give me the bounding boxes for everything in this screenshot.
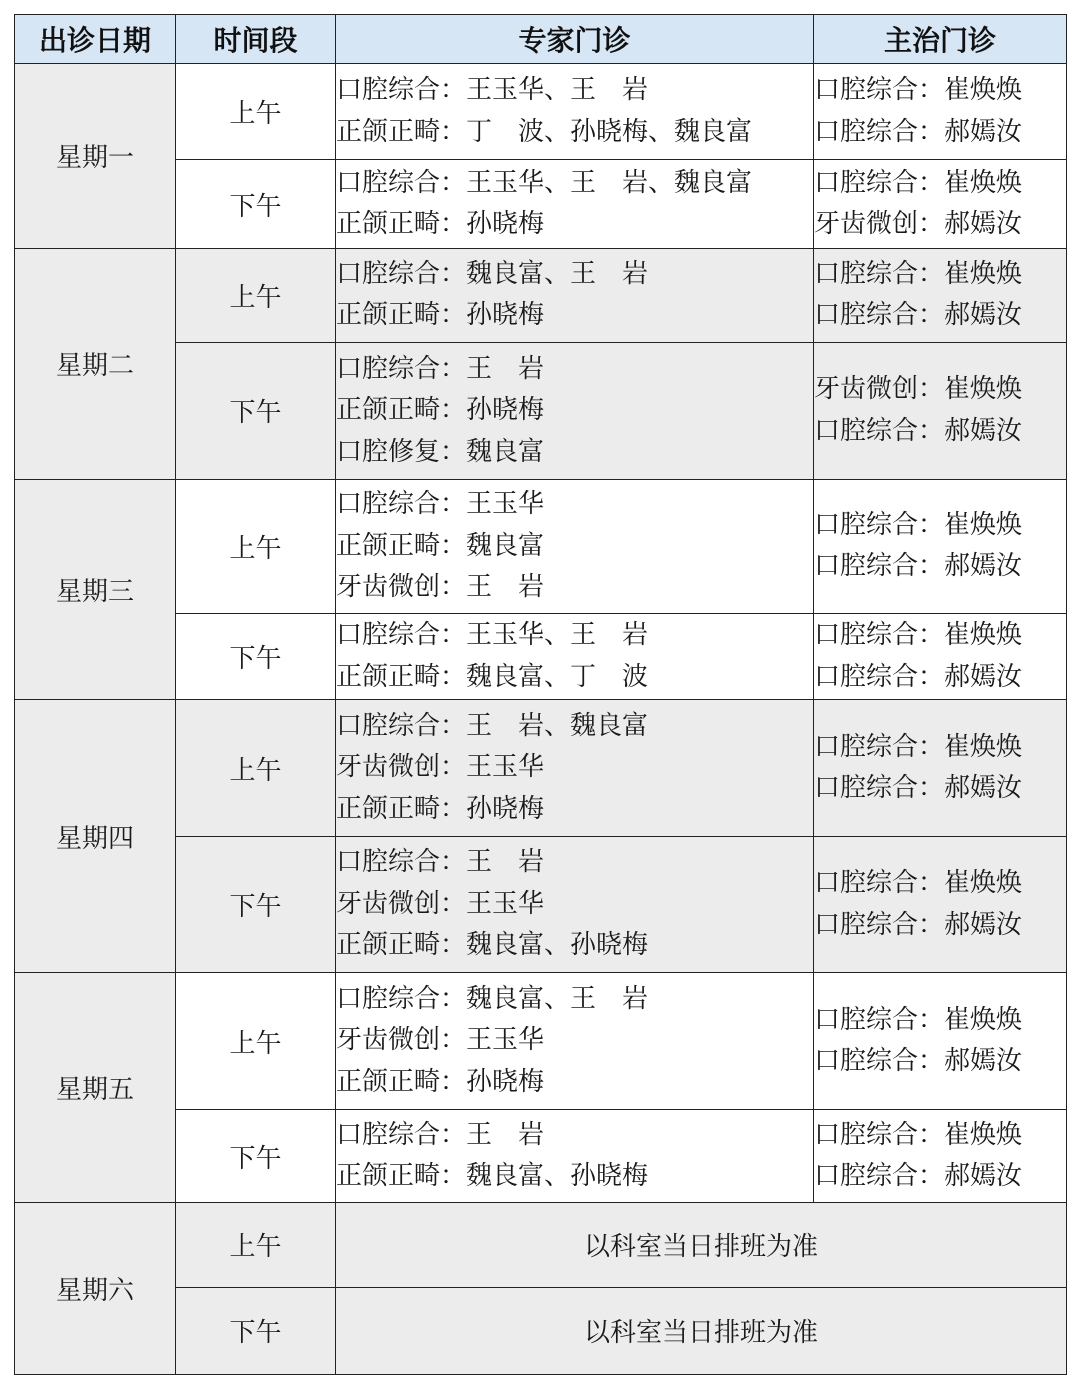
expert-clinic-line: 牙齿微创：王玉华 xyxy=(336,888,545,919)
expert-clinic-cell xyxy=(336,64,814,160)
header-period: 时间段 xyxy=(176,15,336,64)
schedule-note-cell: 以科室当日排班为准 xyxy=(336,1287,1067,1374)
expert-clinic-line: 牙齿微创：王 岩 xyxy=(336,572,545,603)
attending-clinic-line: 口腔综合：崔焕焕 xyxy=(814,868,1023,899)
period-cell: 上午 xyxy=(176,1203,336,1287)
expert-clinic-line: 口腔综合：王玉华、王 岩 xyxy=(336,620,649,651)
expert-clinic-cell xyxy=(336,700,814,837)
expert-clinic-line: 正颌正畸：魏良富、孙晓梅 xyxy=(336,1161,649,1192)
attending-clinic-line: 口腔综合：郝嫣汝 xyxy=(814,1161,1023,1192)
expert-clinic-line: 正颌正畸：魏良富 xyxy=(336,530,545,561)
attending-clinic-cell xyxy=(814,614,1067,700)
expert-clinic-line: 口腔综合：王玉华、王 岩 xyxy=(336,75,649,106)
day-cell: 星期四 xyxy=(15,700,176,973)
schedule-row xyxy=(15,248,1067,342)
expert-clinic-line: 正颌正畸：孙晓梅 xyxy=(336,300,545,331)
attending-clinic-line: 口腔综合：崔焕焕 xyxy=(814,1119,1023,1150)
schedule-row xyxy=(15,1203,1067,1287)
expert-clinic-line: 口腔综合：魏良富、王 岩 xyxy=(336,258,649,289)
attending-clinic-cell xyxy=(814,973,1067,1110)
expert-clinic-line: 牙齿微创：王玉华 xyxy=(336,1025,545,1056)
period-cell: 下午 xyxy=(176,614,336,700)
expert-clinic-line: 口腔修复：魏良富 xyxy=(336,436,545,467)
period-cell: 下午 xyxy=(176,1109,336,1202)
attending-clinic-line: 口腔综合：崔焕焕 xyxy=(814,1004,1023,1035)
period-cell: 下午 xyxy=(176,343,336,480)
expert-clinic-line: 正颌正畸：孙晓梅 xyxy=(336,793,545,824)
attending-clinic-cell xyxy=(814,479,1067,614)
period-cell: 上午 xyxy=(176,64,336,160)
attending-clinic-line: 牙齿微创：郝嫣汝 xyxy=(814,209,1023,240)
attending-clinic-cell xyxy=(814,343,1067,480)
day-cell: 星期一 xyxy=(15,64,176,249)
attending-clinic-line: 口腔综合：崔焕焕 xyxy=(814,509,1023,540)
expert-clinic-line: 口腔综合：王玉华、王 岩、魏良富 xyxy=(336,167,753,198)
header-attending-clinic: 主治门诊 xyxy=(814,15,1067,64)
attending-clinic-cell xyxy=(814,836,1067,973)
attending-clinic-line: 口腔综合：郝嫣汝 xyxy=(814,773,1023,804)
day-cell: 星期五 xyxy=(15,973,176,1203)
day-cell: 星期六 xyxy=(15,1203,176,1375)
header-row xyxy=(15,15,1067,64)
attending-clinic-line: 口腔综合：崔焕焕 xyxy=(814,258,1023,289)
expert-clinic-line: 口腔综合：王 岩 xyxy=(336,353,545,384)
header-date: 出诊日期 xyxy=(15,15,176,64)
period-cell: 上午 xyxy=(176,973,336,1110)
schedule-row xyxy=(15,973,1067,1110)
attending-clinic-line: 口腔综合：郝嫣汝 xyxy=(814,551,1023,582)
period-cell: 下午 xyxy=(176,160,336,248)
period-cell: 上午 xyxy=(176,700,336,837)
clinic-schedule-table xyxy=(14,14,1067,1375)
attending-clinic-line: 口腔综合：郝嫣汝 xyxy=(814,661,1023,692)
day-cell: 星期三 xyxy=(15,479,176,700)
attending-clinic-line: 口腔综合：郝嫣汝 xyxy=(814,116,1023,147)
expert-clinic-cell xyxy=(336,343,814,480)
expert-clinic-line: 正颌正畸：孙晓梅 xyxy=(336,395,545,426)
day-cell: 星期二 xyxy=(15,248,176,479)
schedule-row xyxy=(15,700,1067,837)
attending-clinic-line: 口腔综合：崔焕焕 xyxy=(814,167,1023,198)
expert-clinic-line: 正颌正畸：魏良富、丁 波 xyxy=(336,661,649,692)
attending-clinic-cell xyxy=(814,248,1067,342)
expert-clinic-line: 口腔综合：王 岩 xyxy=(336,847,545,878)
attending-clinic-line: 口腔综合：郝嫣汝 xyxy=(814,415,1023,446)
expert-clinic-line: 正颌正畸：魏良富、孙晓梅 xyxy=(336,930,649,961)
attending-clinic-cell xyxy=(814,64,1067,160)
expert-clinic-cell xyxy=(336,973,814,1110)
period-cell: 上午 xyxy=(176,479,336,614)
attending-clinic-cell xyxy=(814,1109,1067,1202)
attending-clinic-line: 口腔综合：崔焕焕 xyxy=(814,620,1023,651)
schedule-row xyxy=(15,479,1067,614)
schedule-body xyxy=(15,64,1067,1375)
expert-clinic-cell xyxy=(336,1109,814,1202)
attending-clinic-cell xyxy=(814,700,1067,837)
expert-clinic-cell xyxy=(336,479,814,614)
period-cell: 下午 xyxy=(176,1287,336,1374)
period-cell: 上午 xyxy=(176,248,336,342)
expert-clinic-line: 口腔综合：王 岩 xyxy=(336,1119,545,1150)
attending-clinic-line: 口腔综合：崔焕焕 xyxy=(814,731,1023,762)
expert-clinic-line: 口腔综合：王 岩、魏良富 xyxy=(336,710,649,741)
expert-clinic-line: 正颌正畸：丁 波、孙晓梅、魏良富 xyxy=(336,116,753,147)
attending-clinic-line: 牙齿微创：崔焕焕 xyxy=(814,374,1023,405)
attending-clinic-line: 口腔综合：郝嫣汝 xyxy=(814,1046,1023,1077)
header-expert-clinic: 专家门诊 xyxy=(336,15,814,64)
attending-clinic-line: 口腔综合：郝嫣汝 xyxy=(814,300,1023,331)
expert-clinic-cell xyxy=(336,836,814,973)
expert-clinic-line: 牙齿微创：王玉华 xyxy=(336,752,545,783)
expert-clinic-line: 正颌正畸：孙晓梅 xyxy=(336,209,545,240)
attending-clinic-cell xyxy=(814,160,1067,248)
period-cell: 下午 xyxy=(176,836,336,973)
expert-clinic-line: 正颌正畸：孙晓梅 xyxy=(336,1066,545,1097)
expert-clinic-cell xyxy=(336,614,814,700)
expert-clinic-cell xyxy=(336,160,814,248)
schedule-row xyxy=(15,64,1067,160)
expert-clinic-line: 口腔综合：魏良富、王 岩 xyxy=(336,983,649,1014)
attending-clinic-line: 口腔综合：郝嫣汝 xyxy=(814,909,1023,940)
attending-clinic-line: 口腔综合：崔焕焕 xyxy=(814,75,1023,106)
expert-clinic-cell xyxy=(336,248,814,342)
expert-clinic-line: 口腔综合：王玉华 xyxy=(336,489,545,520)
schedule-note-cell: 以科室当日排班为准 xyxy=(336,1203,1067,1287)
